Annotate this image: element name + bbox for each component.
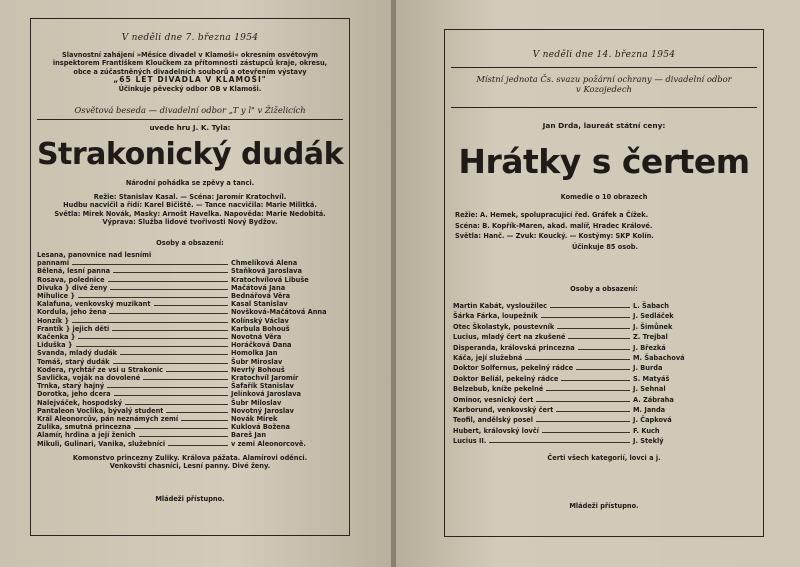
cast-role: Karborund, venkovský čert	[453, 406, 554, 415]
cast-role: Král Aleonorcův, pán neznámých zemí	[37, 415, 179, 424]
cast-role: Dorotka, jeho dcera	[37, 390, 111, 399]
youth-note: Mládeži přístupno.	[155, 495, 225, 503]
cast-row	[37, 399, 343, 407]
cast-role: Mikuli, Gulinari, Vanika, služebníci	[37, 439, 166, 448]
cast-role: Doktor Solfernus, pekelný rádce	[453, 364, 574, 373]
leader-line	[568, 338, 630, 339]
leader-line	[542, 432, 630, 433]
leader-line	[113, 363, 228, 364]
cast-row	[453, 436, 703, 446]
leader-line	[108, 281, 228, 282]
cast-row	[37, 358, 343, 366]
cast-role: Frantík } jejich děti	[37, 324, 110, 333]
cast-actor: J. Čapková	[633, 416, 672, 425]
leader-line	[557, 328, 630, 329]
right-date: V neděli dne 14. března 1954	[532, 50, 676, 60]
leader-line	[76, 346, 228, 347]
ensemble-line: Místní jednota Čs. svazu požární ochrany — divadelní odbor	[476, 74, 732, 84]
cast-role: Martin Kabát, vysloužilec	[453, 302, 548, 310]
cast-role: Pantaleon Voclika, bývalý student	[37, 406, 164, 415]
cast-role: Kačenka }	[37, 333, 76, 342]
cast-row	[37, 259, 343, 267]
cast-row	[453, 311, 703, 321]
cast-list	[453, 301, 703, 447]
cast-row	[37, 292, 343, 300]
cast-role: Teofil, andělský posel	[453, 416, 533, 425]
cast-actor: Horáčková Dana	[231, 341, 292, 350]
leader-line	[112, 330, 228, 331]
cast-actor: Homolka Jan	[231, 349, 278, 358]
cast-row	[453, 363, 703, 373]
cast-actor: Staňková Jaroslava	[231, 267, 302, 276]
cast-row	[453, 384, 703, 394]
cast-row	[453, 343, 703, 353]
cast-actor: M. Šabachová	[633, 354, 685, 363]
credit-line: Účinkuje 85 osob.	[571, 242, 638, 251]
cast-role: Rosava, polednice	[37, 275, 105, 284]
leader-line	[556, 411, 630, 412]
cast-role: Hubert, královský lovčí	[453, 426, 539, 435]
play-subtitle: Komedie o 10 obrazech	[560, 193, 648, 201]
divider	[451, 107, 757, 108]
left-presents: uvede hru J. K. Tyla:	[149, 123, 231, 132]
intro-line: obce a zúčastněných divadelních souborů a otevřením výstavy	[73, 67, 307, 76]
cast-role: Disperanda, královská princezna	[453, 343, 575, 352]
leader-line	[78, 297, 228, 298]
cast-actor: Novšková-Mačátová Anna	[231, 308, 327, 317]
cast-actor: Novák Mirek	[231, 415, 278, 424]
cast-role: Tomáš, starý dudák	[37, 357, 110, 366]
exhibition-title: „65 LET DIVADLA V KLAMOŠI"	[113, 75, 267, 85]
cast-row	[37, 341, 343, 349]
leader-line	[109, 313, 228, 314]
cast-role: Nalejváček, hospodský	[37, 398, 123, 407]
cast-actor: Karbula Bohouš	[231, 324, 290, 333]
cast-role: Liduška }	[37, 341, 73, 350]
leader-line	[525, 359, 630, 360]
cast-actor: Šafařík Stanislav	[231, 382, 294, 391]
cast-row	[37, 276, 343, 284]
cast-row	[37, 325, 343, 333]
leader-line	[550, 307, 630, 308]
extras-line: Venkovští chasníci, Lesní panny. Divé ženy.	[109, 462, 271, 471]
cast-role: Belzebub, kníže pekelné	[453, 385, 544, 394]
cast-actor: Bednářová Věra	[231, 292, 291, 301]
cast-row	[37, 407, 343, 415]
cast-role: Kalafuna, venkovský muzikant	[37, 300, 151, 309]
cast-actor: J. Steklý	[633, 437, 664, 446]
leader-line	[143, 379, 228, 380]
cast-actor: J. Březká	[633, 343, 666, 352]
cast-actor: J. Sehnal	[633, 385, 666, 394]
cast-role: Trnka, starý hajný	[37, 382, 105, 391]
cast-actor: v zemi Aleonorcově.	[231, 439, 306, 448]
ensemble-line: v Kozojedech	[576, 84, 632, 94]
cast-role: Zulika, smutná princezna	[37, 423, 131, 432]
cast-heading: Osoby a obsazení:	[156, 239, 224, 247]
intro-line: Účinkuje pěvecký odbor OB v Klamoši.	[118, 84, 262, 93]
youth-note: Mládeži přístupno.	[569, 502, 639, 510]
cast-actor: L. Šabach	[633, 302, 669, 310]
cast-actor: J. Šimůnek	[633, 322, 673, 331]
cast-actor: Šubr Miroslav	[231, 357, 283, 366]
cast-row	[37, 308, 343, 316]
leader-line	[168, 445, 228, 446]
cast-actor: Bareš Jan	[231, 431, 267, 440]
credit-line: Režie: Stanislav Kasal. — Scéna: Jaromír Kratochvíl.	[93, 193, 287, 201]
cast-role: Lucius II.	[453, 437, 487, 446]
credit-line: Hudbu nacvičil a řídí: Karel Bičiště. — Tance nacvičila: Marie Militká.	[63, 201, 317, 210]
cast-row	[37, 317, 343, 325]
cast-row	[37, 267, 343, 275]
cast-actor: Kuklová Božena	[231, 423, 290, 432]
cast-actor: Kolínský Václav	[231, 316, 289, 325]
cast-actor: Jelínková Jaroslava	[231, 390, 301, 399]
leader-line	[120, 354, 228, 355]
cast-role: Šavlička, voják na dovolené	[37, 374, 141, 383]
leader-line	[113, 272, 228, 273]
leader-line	[78, 338, 228, 339]
right-ensemble	[445, 74, 763, 94]
cast-role: Doktor Beliál, pekelný rádce	[453, 374, 559, 383]
leader-line	[166, 412, 228, 413]
cast-row	[37, 431, 343, 439]
cast-role: pannami	[37, 259, 70, 268]
cast-row	[453, 415, 703, 425]
cast-role: Bělená, lesní panna	[37, 267, 111, 276]
credit-line: Scéna: B. Kopřík-Maren, akad. malíř, Hradec Králové.	[455, 221, 653, 230]
credit-line: Výprava: Služba lidové tvořivosti Nový Bydžov.	[102, 218, 278, 227]
leader-line	[154, 305, 228, 306]
credit-line: Světla: Mirek Novák, Masky: Arnošt Havelka. Napověda: Marie Nedobitá.	[54, 209, 326, 218]
leader-line	[72, 264, 228, 265]
leader-line	[578, 349, 630, 350]
cast-role: Divuka } divé ženy	[37, 283, 108, 292]
divider	[451, 67, 757, 68]
cast-actor: Chmelíková Alena	[231, 259, 298, 268]
cast-actor: Mačátová Jana	[231, 283, 286, 292]
left-extras	[31, 454, 349, 471]
cast-row	[453, 405, 703, 415]
cast-role: Otec Školastyk, poustevník	[453, 322, 555, 331]
cast-row	[37, 284, 343, 292]
cast-row	[453, 332, 703, 342]
leader-line	[181, 420, 228, 421]
cast-actor: S. Matyáš	[633, 374, 670, 383]
cast-role: Honzík }	[37, 316, 70, 325]
cast-actor: Šubr Miloslav	[231, 398, 282, 407]
left-page	[0, 0, 393, 567]
cast-actor: F. Kuch	[633, 426, 660, 435]
cast-row	[453, 353, 703, 363]
cast-role: Alamír, hrdina a její ženich	[37, 431, 136, 440]
cast-actor: Novotná Věra	[231, 333, 282, 342]
leader-line	[536, 421, 630, 422]
cast-row	[453, 301, 703, 311]
leader-line	[166, 371, 228, 372]
intro-line: inspektorem Františkem Kloučkem za přítomnosti zástupců kraje, okresu,	[52, 59, 328, 68]
play-author: Jan Drda, laureát státní ceny:	[542, 121, 666, 130]
cast-row	[453, 374, 703, 384]
play-subtitle: Národní pohádka se zpěvy a tanci.	[125, 179, 255, 187]
leader-line	[125, 404, 228, 405]
left-credits	[31, 193, 349, 227]
cast-role: Kordula, jeho žena	[37, 308, 107, 317]
cast-row	[37, 440, 343, 448]
play-title: Strakonický dudák	[36, 137, 344, 172]
cast-row	[37, 349, 343, 357]
divider	[37, 119, 343, 120]
leader-line	[489, 442, 630, 443]
cast-role: Mihulice }	[37, 292, 76, 301]
cast-role: Káča, její služebná	[453, 354, 523, 363]
leader-line	[576, 369, 630, 370]
cast-actor: M. Janda	[633, 406, 666, 415]
leader-line	[72, 322, 228, 323]
credit-line: Světla: Hanč. — Zvuk: Koucký. — Kostýmy: SKP Kolín.	[455, 232, 654, 240]
cast-role: Lucius, mladý čert na zkušené	[453, 333, 566, 342]
intro-line: Slavnostní zahájení »Měsíce divadel v Klamoši« okresním osvětovým	[62, 51, 318, 59]
cast-actor: Novotný Jaroslav	[231, 406, 294, 415]
cast-role: Švanda, mladý dudák	[37, 349, 118, 358]
cast-row	[37, 423, 343, 431]
left-programme-frame	[30, 18, 350, 536]
play-title: Hrátky s čertem	[458, 142, 750, 181]
cast-actor: Kasal Stanislav	[231, 300, 288, 309]
cast-heading: Osoby a obsazení:	[570, 285, 638, 293]
cast-actor: Kratochvílová Libuše	[231, 275, 309, 284]
cast-list	[37, 251, 343, 448]
leader-line	[110, 289, 228, 290]
right-programme-frame	[444, 29, 764, 537]
extras-line: Komonstvo princezny Zuliky. Králova pážata. Alamírovi oděnci.	[72, 454, 308, 462]
cast-row	[37, 300, 343, 308]
leader-line	[139, 436, 228, 437]
cast-actor: Nevrlý Bohouš	[231, 365, 285, 374]
extras-line: Čerti všech kategorií, lovci a j.	[547, 454, 661, 462]
left-ensemble: Osvětová beseda — divadelní odbor „T y l" v Žiželicích	[74, 105, 306, 115]
cast-role: Ominor, vesnický čert	[453, 395, 534, 404]
cast-actor: J. Sedláček	[633, 312, 674, 321]
leader-line	[541, 317, 630, 318]
right-page	[396, 0, 800, 567]
leader-line	[134, 428, 228, 429]
cast-actor: J. Burda	[633, 364, 663, 373]
right-credits	[455, 210, 755, 252]
cast-role: Šárka Fárka, loupežník	[453, 312, 538, 321]
leader-line	[546, 390, 630, 391]
cast-row	[453, 322, 703, 332]
left-intro	[31, 51, 349, 93]
cast-role: Lesana, panovnice nad lesními	[37, 251, 152, 259]
cast-row	[37, 333, 343, 341]
cast-row	[37, 382, 343, 390]
cast-row	[37, 415, 343, 423]
cast-row	[37, 390, 343, 398]
cast-row	[37, 366, 343, 374]
leader-line	[561, 380, 630, 381]
cast-row	[453, 426, 703, 436]
cast-row	[453, 395, 703, 405]
cast-row	[37, 374, 343, 382]
cast-row	[37, 251, 343, 259]
leader-line	[536, 401, 630, 402]
cast-actor: Kratochvíl Jaromír	[231, 374, 299, 383]
cast-actor: Z. Trejbal	[633, 333, 668, 342]
cast-actor: A. Zábraha	[633, 395, 674, 404]
left-date: V neděli dne 7. března 1954	[121, 33, 259, 43]
credit-line: Režie: A. Hemek, spolupracující řed. Gráfek a Čížek.	[455, 211, 649, 219]
leader-line	[107, 387, 228, 388]
cast-role: Kodera, rychtář ze vsi u Strakonic	[37, 365, 164, 374]
leader-line	[114, 395, 228, 396]
